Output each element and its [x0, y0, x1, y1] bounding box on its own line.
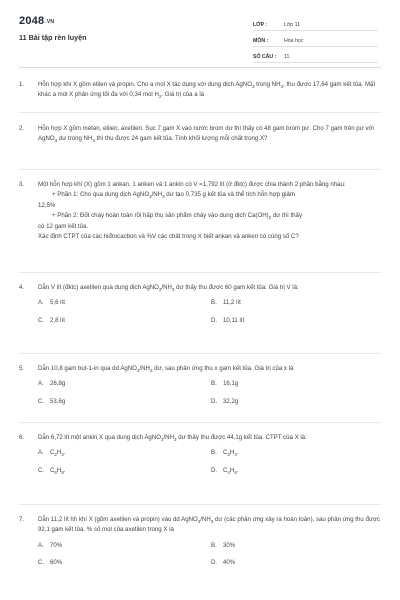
- option-text: 70%: [50, 541, 63, 549]
- question-divider: [19, 169, 381, 170]
- option-letter: C.: [38, 559, 45, 567]
- answer-option[interactable]: [38, 466, 211, 476]
- question-1: [19, 80, 381, 101]
- question-stem: Hỗn hợp X gồm metan, etilen, axetilen. Sục 7 gam X vào nước brom dư thì thấy có 48 gam brom pư. Cho 7 gam trên pư với AgNO$_3$ dư trong $NH_3$ thì thu được 24 gam kết tủa. Tính khối lượng mỗi chất trong X?: [38, 125, 374, 144]
- meta-table: [253, 15, 378, 63]
- answer-option[interactable]: [211, 298, 384, 308]
- meta-value: 11: [284, 54, 290, 60]
- option-text: $C_5H_8$.: [50, 466, 66, 476]
- option-text: 53,6g: [50, 397, 66, 405]
- option-text: 32,2g: [223, 397, 239, 405]
- option-letter: A.: [38, 299, 44, 307]
- option-letter: A.: [38, 380, 44, 388]
- option-text: 16,1g: [223, 380, 239, 388]
- question-divider: [19, 422, 381, 423]
- option-letter: D.: [211, 397, 218, 405]
- question-body: [38, 180, 381, 243]
- option-letter: C.: [38, 316, 45, 324]
- site-logo[interactable]: [19, 15, 54, 27]
- question-divider: [19, 112, 381, 113]
- question-number: 5.: [19, 365, 25, 372]
- option-letter: D.: [211, 316, 218, 324]
- meta-key: LỚP :: [253, 22, 268, 28]
- option-letter: D.: [211, 559, 218, 567]
- question-stem: Hỗn hợp khí X gồm etilen và propin. Cho a mol X tác dụng với dung dịch AgNO$_3$ trong $NH_3$, thu được 17,64 gam kết tủa. Mặt khác a mol X phản ứng tối đa với 0,34 mol $H_2$. Giá trị của a là: [38, 81, 376, 100]
- meta-row-subject: [253, 31, 378, 47]
- option-text: 40%: [223, 559, 236, 567]
- option-text: 10,11 lít: [223, 316, 245, 324]
- option-letter: B.: [211, 449, 217, 457]
- question-body: [38, 515, 381, 569]
- answer-option[interactable]: [211, 558, 384, 568]
- question-body: [38, 283, 381, 326]
- question-body: [38, 433, 381, 476]
- answer-option[interactable]: [38, 558, 211, 568]
- question-7: [19, 515, 381, 569]
- question-body: [38, 364, 381, 407]
- header-divider: [19, 67, 381, 68]
- meta-row-class: [253, 15, 378, 31]
- question-number: 3.: [19, 181, 25, 188]
- answer-option[interactable]: [211, 466, 384, 476]
- question-3: [19, 180, 381, 243]
- logo-suffix: .VN: [45, 19, 55, 25]
- meta-key: SỐ CÂU :: [253, 54, 277, 60]
- question-divider: [19, 504, 381, 505]
- option-text: 2,8 lít: [50, 316, 65, 324]
- answer-option[interactable]: [38, 316, 211, 326]
- option-text: $C_4H_6$.: [223, 466, 239, 476]
- question-number: 6.: [19, 434, 25, 441]
- option-letter: C.: [38, 466, 45, 474]
- question-number: 7.: [19, 516, 25, 523]
- question-4: [19, 283, 381, 326]
- question-number: 2.: [19, 125, 25, 132]
- option-text: 5,6 lít: [50, 299, 65, 307]
- question-5: [19, 364, 381, 407]
- option-text: $C_3H_4$.: [223, 449, 239, 458]
- question-number: 1.: [19, 81, 25, 88]
- option-text: $C_2H_2$.: [50, 449, 66, 458]
- logo-text: 2048: [19, 15, 45, 27]
- option-text: 26,8g: [50, 380, 66, 388]
- option-letter: C.: [38, 397, 45, 405]
- meta-row-count: [253, 47, 378, 63]
- option-text: 60%: [50, 559, 63, 567]
- option-letter: D.: [211, 466, 218, 474]
- option-letter: A.: [38, 449, 44, 457]
- answer-option[interactable]: [211, 541, 384, 551]
- question-stem: Dẫn 6,72 lít một ankin X qua dung dịch $AgNO_3/NH_3$ dư thấy thu được 44,1g kết tủa. CTPT của X là:: [38, 434, 307, 443]
- question-body: [38, 80, 381, 101]
- option-letter: B.: [211, 299, 217, 307]
- question-stem: Dẫn V lít (đktc) axetilen qua dung dịch $AgNO_3/NH_3$ dư thấy thu được 60 gam kết tủa. Giá trị V là:: [38, 284, 299, 293]
- answer-option[interactable]: [38, 379, 211, 389]
- option-text: 11,2 lít: [223, 299, 241, 307]
- answer-options: [38, 298, 381, 326]
- question-6: [19, 433, 381, 476]
- answer-option[interactable]: [38, 397, 211, 407]
- question-divider: [19, 353, 381, 354]
- answer-option[interactable]: [211, 448, 384, 458]
- question-stem: Dẫn 11,2 lít hh khí X (gồm axetilen và propin) vào dd $AgNO_3/NH_3$ dư (các phản ứng xảy ra hoàn toàn), sau phản ứng thu được 92,1 gam kết tủa. % số mol của axetilen trong X là: [38, 516, 380, 534]
- meta-value: Lớp 11: [284, 22, 300, 28]
- document-title: 11 Bài tập rèn luyện: [19, 33, 87, 42]
- option-letter: B.: [211, 380, 217, 388]
- answer-option[interactable]: [38, 448, 211, 458]
- question-stem: Dẫn 10,8 gam but-1-in qua dd $AgNO_3/NH_3$ dư, sau phản ứng thu x gam kết tủa. Giá trị của x là: [38, 365, 294, 374]
- answer-option[interactable]: [211, 397, 384, 407]
- meta-key: MÔN :: [253, 38, 269, 44]
- answer-options: [38, 448, 381, 476]
- option-text: 30%: [223, 541, 236, 549]
- meta-value: Hóa học: [284, 38, 304, 44]
- answer-option[interactable]: [211, 316, 384, 326]
- question-number: 4.: [19, 284, 25, 291]
- option-letter: B.: [211, 541, 217, 549]
- answer-option[interactable]: [38, 298, 211, 308]
- answer-options: [38, 379, 381, 407]
- answer-option[interactable]: [38, 541, 211, 551]
- answer-options: [38, 541, 381, 569]
- question-divider: [19, 272, 381, 273]
- question-stem: Một hỗn hợp khí (X) gồm 1 ankan, 1 anken và 1 ankin có V =1,792 lít (ở đktc) được chia thành 2 phần bằng nhau: + Phần 1: Cho qua dung dịch $AgNO_3/NH_3$ dư tạo 0,735 g kết tủa và thể tích hỗn hợp giảm 12,5% + Phần 2: Đốt cháy hoàn toàn rồi hấp thụ sản phẩm cháy vào dung dịch $Ca(OH)_2$ dư thì thấy có 12 gam kết tủa. Xác định CTPT của các hiđrocacbon và %V các chất trong X biết ankan và anken có cùng số C?: [38, 181, 346, 241]
- question-2: [19, 124, 381, 145]
- question-body: [38, 124, 381, 145]
- answer-option[interactable]: [211, 379, 384, 389]
- option-letter: A.: [38, 541, 44, 549]
